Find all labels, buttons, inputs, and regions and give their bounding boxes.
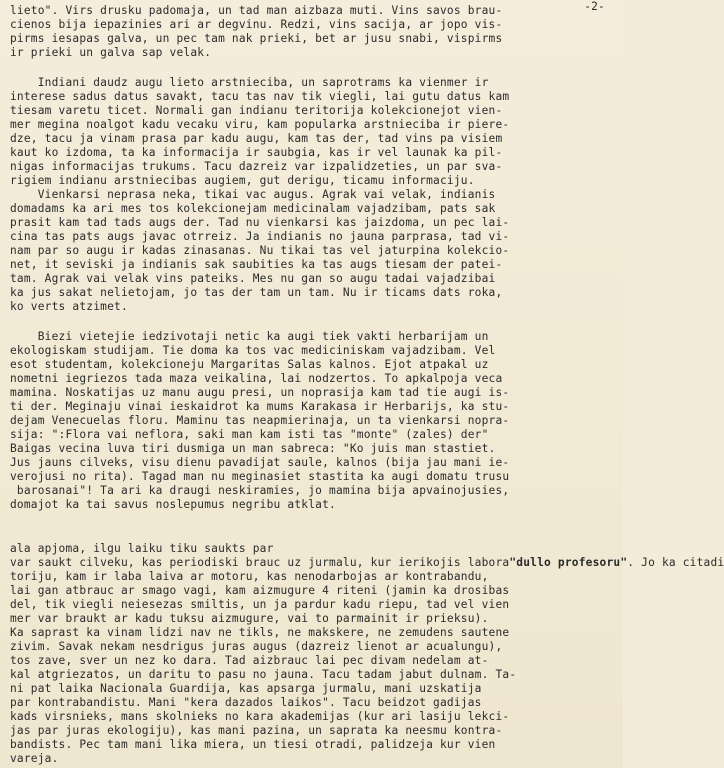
text-line: verojusi no rita). Tagad man nu meginasiet stastita ka augi domatu trusu — [10, 470, 510, 483]
text-line: cienos bija iepazinies ari ar degvinu. Redzi, vins sacija, ar jopo vis- — [10, 18, 503, 31]
text-line: nam par so augu ir kadas zinasanas. Nu tikai tas vel jaturpina kolekcio- — [10, 244, 510, 257]
text-line: nometni iegriezos tada maza veikalina, lai nodzertos. To apkalpoja veca — [10, 372, 503, 385]
emphasized-phrase: "dullo profesoru" — [509, 556, 628, 569]
text-line-with-emphasis — [10, 556, 724, 570]
text-line: par kontrabandistu. Mani "kera dazados laikos". Tacu beidzot gadijas — [10, 696, 482, 709]
text-line: kads virsnieks, mans skolnieks no kara akademijas (kur ari lasiju lekci- — [10, 710, 510, 723]
text-line: barosanai"! Ta ari ka draugi neskiramies, jo mamina bija apvainojusies, — [10, 484, 510, 497]
text-line: del, tik viegli neiesezas smiltis, un ja pardur kadu riepu, tad vel vien — [10, 598, 510, 611]
text-line: ekologiskam studijam. Tie doma ka tos vac mediciniskam vajadzibam. Vel — [10, 344, 496, 357]
text-line: jas par juras ekologiju), kas mani pazina, un saprata ka neesmu kontra- — [10, 724, 503, 737]
text-line: sija: ":Flora vai neflora, saki man kam isti tas "monte" (zales) der" — [10, 428, 489, 441]
text-line: mer var braukt ar kadu tuksu aizmugure, vai to parmainit ir prieksu). — [10, 612, 489, 625]
text-line: kaut ko izdoma, ta ka informacija ir saubgia, kas ir vel launak ka pil- — [10, 146, 503, 159]
text-line: ko verts atzimet. — [10, 300, 128, 313]
text-line: esot studentam, kolekcioneju Margaritas Salas kalnos. Ejot atpakal uz — [10, 358, 489, 371]
text-line: kal atgriezatos, un daritu to pasu no jauna. Tacu tadam jabut dulnam. Ta- — [10, 668, 517, 681]
text-line: ti der. Meginaju vinai ieskaidrot ka mums Karakasa ir Herbarijs, ka stu- — [10, 400, 510, 413]
text-line: Indiani daudz augu lieto arstnieciba, un saprotrams ka vienmer ir — [10, 76, 489, 89]
text-line: mer megina noalgot kadu vecaku viru, kam popularka arstnieciba ir piere- — [10, 118, 510, 131]
text-span: . Jo ka citadi — [627, 556, 724, 569]
text-line: bandists. Pec tam mani lika miera, un tiesi otradi, palidzeja kur vien — [10, 738, 496, 751]
text-line: ni pat laika Nacionala Guardija, kas apsarga jurmalu, mani uzskatija — [10, 682, 482, 695]
text-span: var saukt cilveku, kas periodiski brauc uz jurmalu, kur ierikojis labora — [10, 556, 510, 569]
text-line: tos zave, sver un nez ko dara. Tad aizbrauc lai pec divam nedelam at- — [10, 654, 489, 667]
text-line: ala apjoma, ilgu laiku tiku saukts par — [10, 542, 281, 555]
text-line: lai gan atbrauc ar smago vagi, kam aizmugure 4 riteni (jamin ka drosibas — [10, 584, 510, 597]
text-line: Baigas vecina luva tiri dusmiga un man sabreca: "Ko juis man stastiet. — [10, 442, 496, 455]
text-line: pirms iesapas galva, un pec tam nak prieki, bet ar jusu snabi, vispirms — [10, 32, 503, 45]
text-line: interese sadus datus savakt, tacu tas nav tik viegli, lai gutu datus kam — [10, 90, 510, 103]
text-line: lieto". Virs drusku padomaja, un tad man aizbaza muti. Vins savos brau- — [10, 4, 503, 17]
text-line: ka jus sakat nelietojam, jo tas der tam un tam. Nu ir ticams dats roka, — [10, 286, 503, 299]
page-number: -2- — [584, 0, 605, 13]
text-line: Biezi vietejie iedzivotaji netic ka augi tiek vakti herbarijam un — [10, 330, 489, 343]
text-line: mamina. Noskatijas uz manu augu presi, un noprasija kam tad tie augi is- — [10, 386, 510, 399]
text-line: Vienkarsi neprasa neka, tikai vac augus. Agrak vai velak, indianis — [10, 188, 496, 201]
text-line: tam. Agrak vai velak vins pateiks. Mes nu gan so augu tadai vajadzibai — [10, 272, 496, 285]
text-line: dze, tacu ja vinam prasa par kadu augu, kam tas der, tad vins pa visiem — [10, 132, 503, 145]
text-line: vareja. — [10, 752, 59, 765]
text-line: zivim. Savak nekam nesdrigus juras augus (dazreiz lienot ar acualungu), — [10, 640, 503, 653]
text-line: tiesam varetu ticet. Normali gan indianu teritorija kolekcionejot vien- — [10, 104, 503, 117]
text-line: cina tas pats augs javac otrreiz. Ja indianis no jauna parprasa, tad vi- — [10, 230, 510, 243]
text-line: domadams ka ari mes tos kolekcionejam medicinalam vajadzibam, pats sak — [10, 202, 496, 215]
text-line: prasit kam tad tads augs der. Tad nu vienkarsi kas jaizdoma, un pec lai- — [10, 216, 510, 229]
text-line: toriju, kam ir laba laiva ar motoru, kas nenodarbojas ar kontrabandu, — [10, 570, 489, 583]
text-line: Jus jauns cilveks, visu dienu pavadijat saule, kalnos (bija jau mani ie- — [10, 456, 510, 469]
text-line: net, it seviski ja indianis sak saubities ka tas augs tiesam der patei- — [10, 258, 503, 271]
text-line: domajot ka tai savus noslepumus negribu atklat. — [10, 498, 336, 511]
text-line: rigiem indianu arstniecibas augiem, gut derigu, ticamu informaciju. — [10, 174, 475, 187]
text-line: Ka saprast ka vinam lidzi nav ne tikls, ne makskere, ne zemudens sautene — [10, 626, 510, 639]
text-line: nigas informacijas trukums. Tacu dazreiz var izpalidzeties, un par sva- — [10, 160, 503, 173]
text-line: dejam Venecuelas floru. Maminu tas neapmierinaja, un ta vienkarsi nopra- — [10, 414, 510, 427]
text-line: ir prieki un galva sap velak. — [10, 46, 212, 59]
